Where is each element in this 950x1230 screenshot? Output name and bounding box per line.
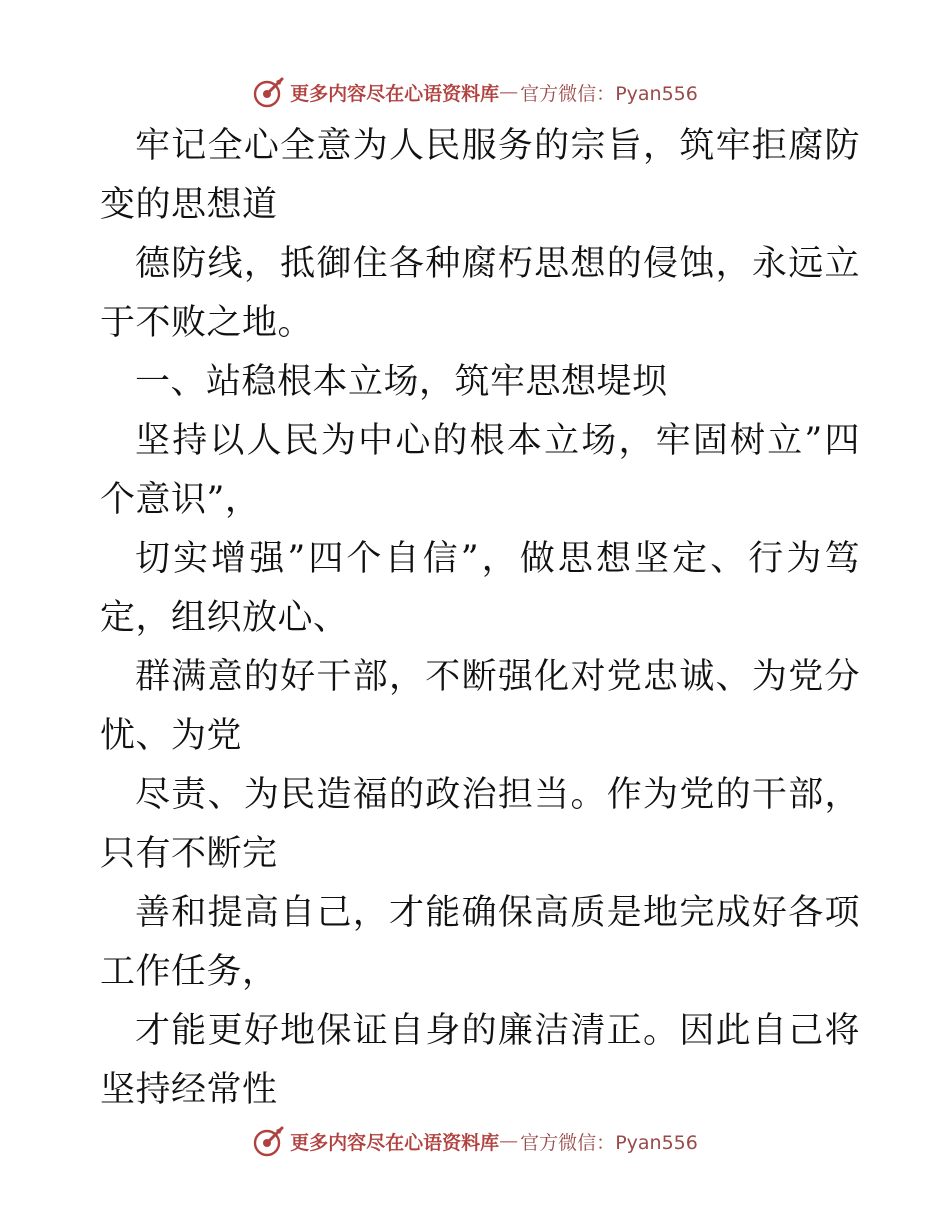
banner-title: 更多内容尽在心语资料库 <box>290 82 500 105</box>
banner-account <box>520 1128 698 1155</box>
banner-account-label: 官方微信： <box>520 1131 616 1154</box>
banner-account-handle: Pyan556 <box>615 1131 698 1154</box>
banner-dash: — <box>499 1130 519 1152</box>
paragraph-4: 切实增强”四个自信”，做思想坚定、行为笃定，组织放心、 <box>100 539 860 638</box>
paragraph-5: 群满意的好干部，不断强化对党忠诚、为党分忧、为党 <box>100 657 860 756</box>
pen-logo-icon <box>252 75 286 109</box>
banner-title: 更多内容尽在心语资料库 <box>290 1131 500 1154</box>
banner-account <box>520 79 698 106</box>
paragraph-2: 德防线，抵御住各种腐朽思想的侵蚀，永远立于不败之地。 <box>100 244 860 343</box>
section-heading: 一、站稳根本立场，筑牢思想堤坝 <box>135 362 668 402</box>
header-watermark-banner <box>0 72 950 112</box>
paragraph-1: 牢记全心全意为人民服务的宗旨，筑牢拒腐防变的思想道 <box>100 126 860 225</box>
banner-account-label: 官方微信： <box>520 82 616 105</box>
footer-watermark-banner <box>0 1121 950 1161</box>
document-body <box>100 117 860 1120</box>
paragraph-3: 坚持以人民为中心的根本立场，牢固树立”四个意识”， <box>100 421 860 520</box>
paragraph-7: 善和提高自己，才能确保高质是地完成好各项工作任务， <box>100 893 860 992</box>
banner-dash: — <box>499 81 519 103</box>
pen-logo-icon <box>252 1124 286 1158</box>
paragraph-6: 尽责、为民造福的政治担当。作为党的干部，只有不断完 <box>100 775 860 874</box>
banner-account-handle: Pyan556 <box>615 82 698 105</box>
paragraph-8: 才能更好地保证自身的廉洁清正。因此自己将坚持经常性 <box>100 1011 860 1110</box>
